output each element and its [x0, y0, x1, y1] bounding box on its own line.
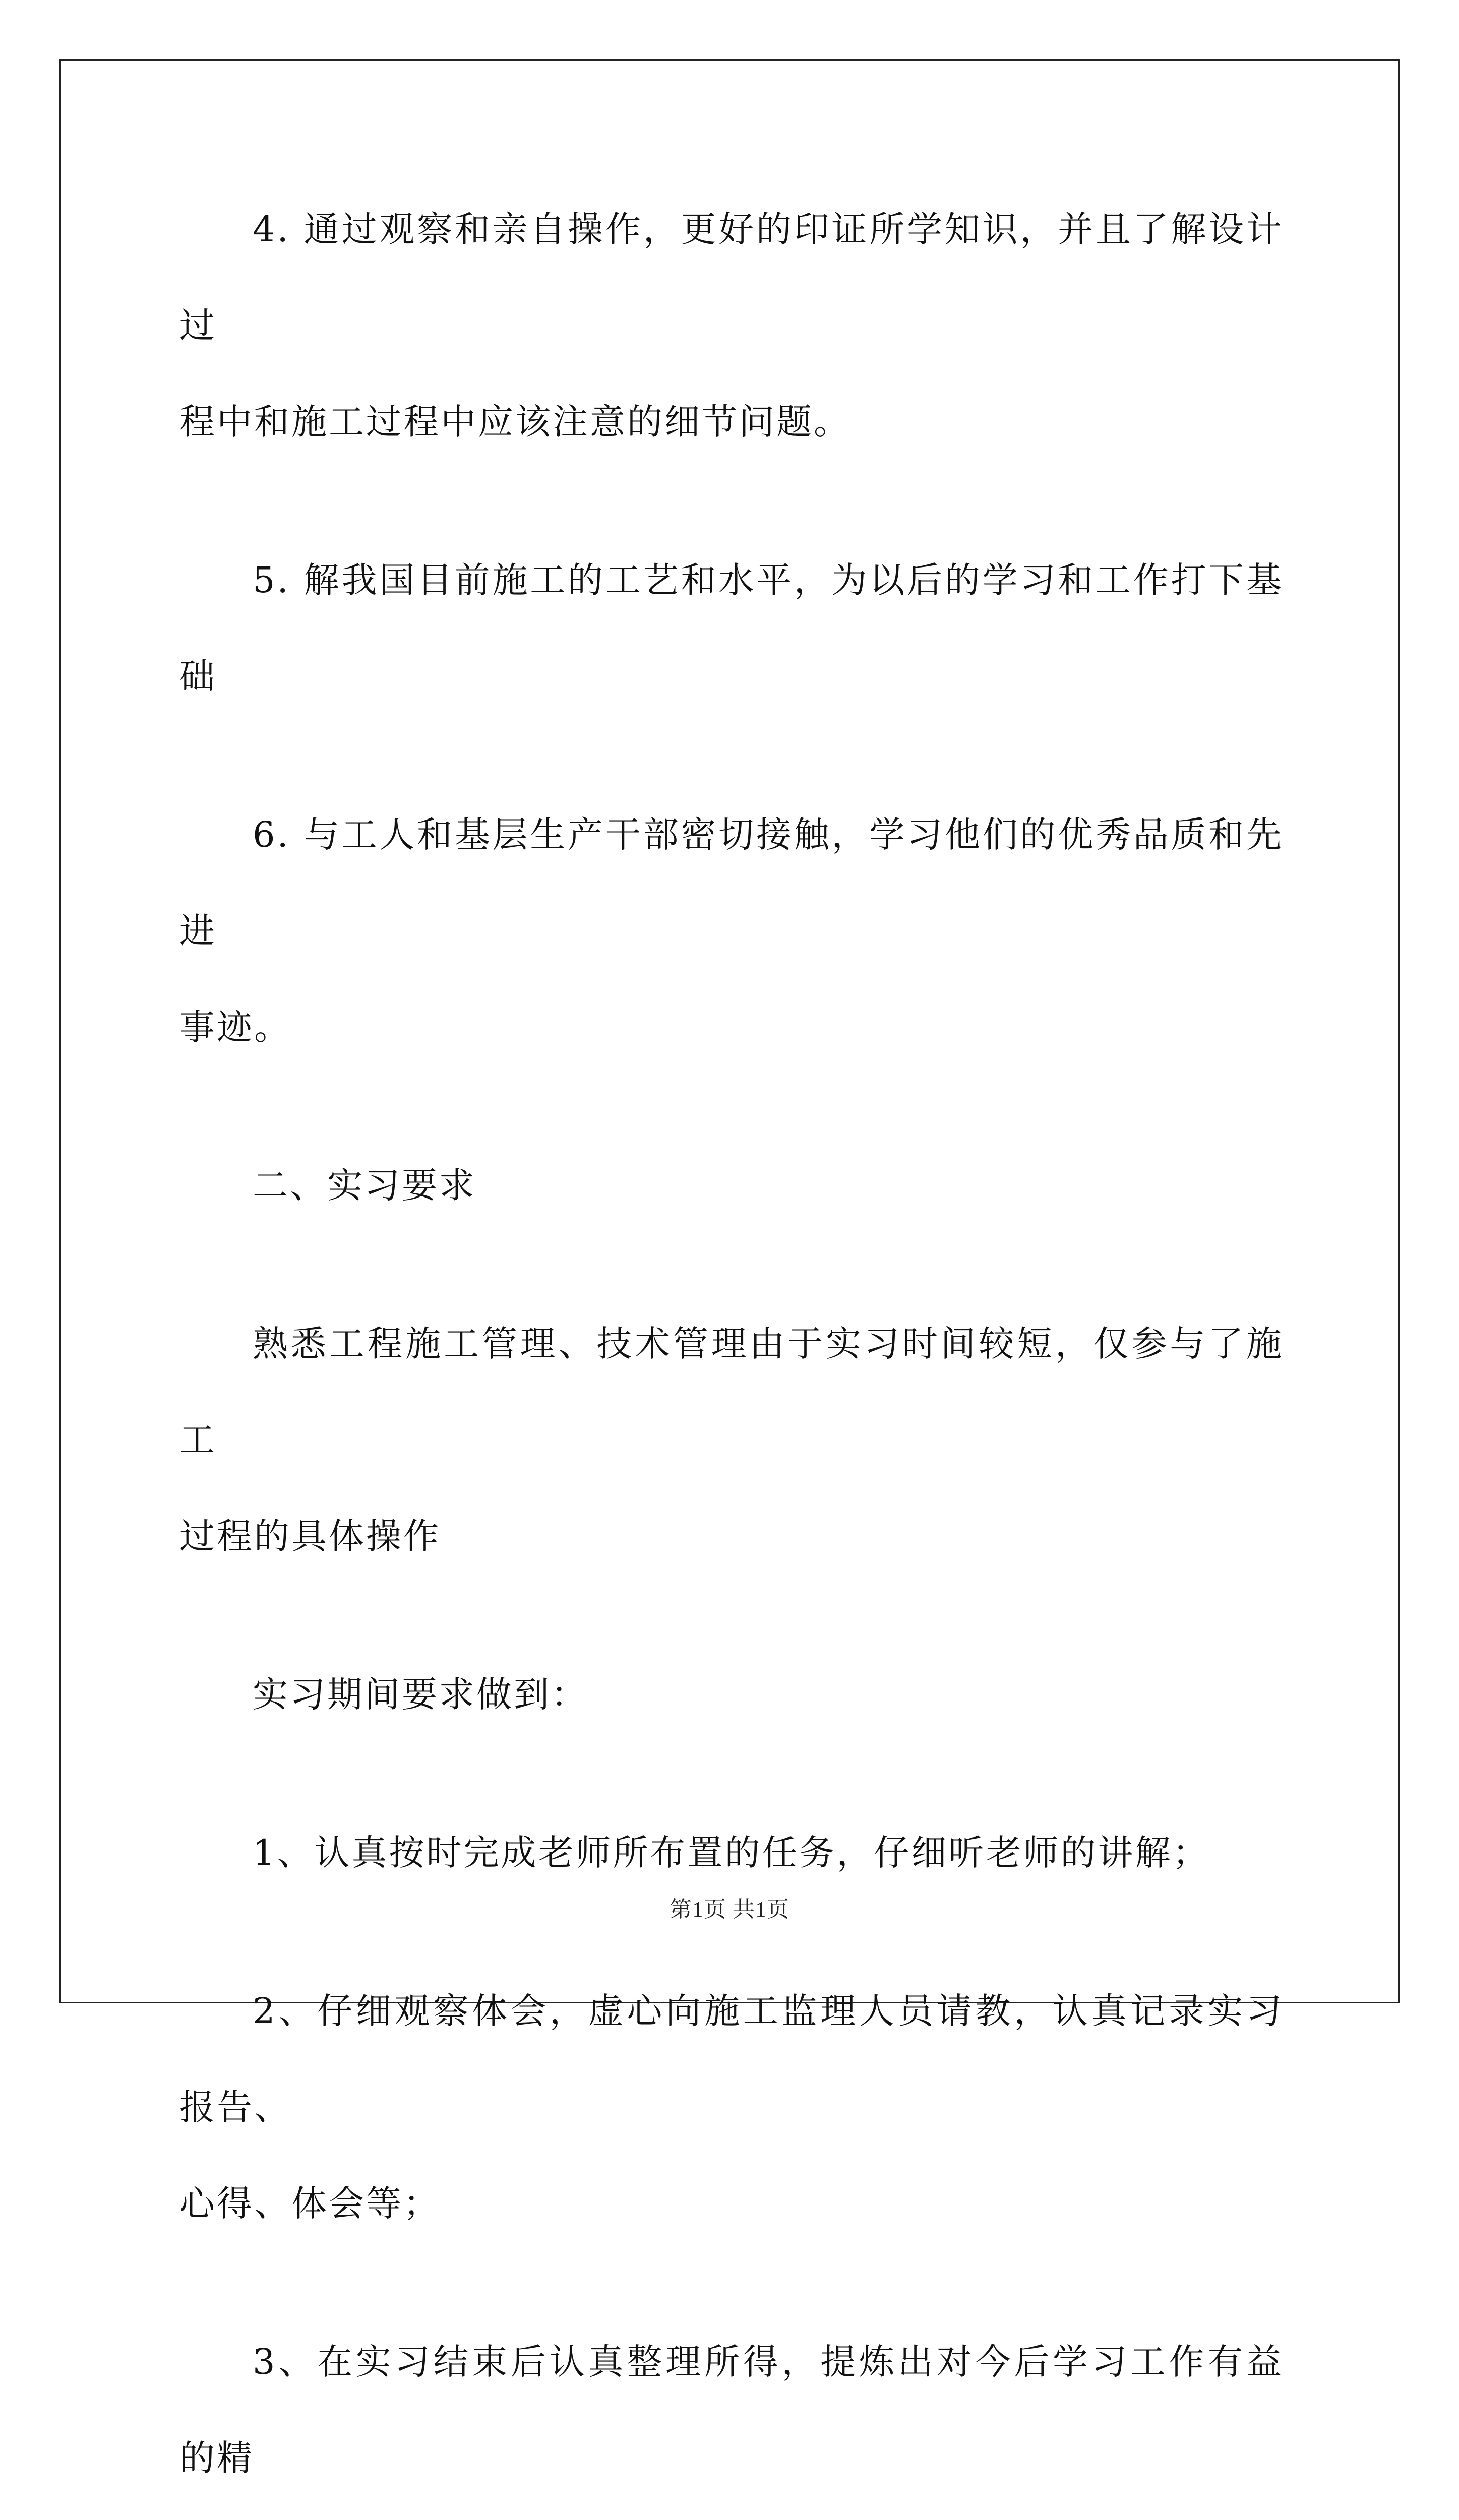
list-item	[179, 1963, 1284, 2252]
text-line: 6. 与工人和基层生产干部密切接触，学习他们的优秀品质和先进	[179, 814, 1284, 952]
text-line	[106, 2506, 1284, 2520]
text-line: 3、在实习结束后认真整理所得，提炼出对今后学习工作有益的精	[179, 2341, 1284, 2479]
text-line: 2、仔细观察体会，虚心向施工监理人员请教，认真记录实习报告、	[179, 1990, 1284, 2128]
list-item	[179, 2314, 1284, 2520]
text-line: 5. 解我国目前施工的工艺和水平，为以后的学习和工作打下基础	[179, 559, 1284, 697]
text-line: 4. 通过观察和亲自操作，更好的印证所学知识，并且了解设计过	[179, 209, 1284, 346]
text-line: 心得、体会等；	[179, 2183, 441, 2224]
paragraph	[179, 1296, 1284, 1585]
text-line: 程中和施工过程中应该注意的细节问题。	[179, 401, 851, 443]
paragraph	[179, 787, 1284, 1076]
text-line: 二、实习要求	[253, 1165, 476, 1206]
section-heading	[179, 1138, 1284, 1234]
page-footer: 第1页 共1页	[670, 1897, 789, 1922]
paragraph	[179, 532, 1284, 725]
paragraph	[179, 1647, 1284, 1743]
text-line: 1、认真按时完成老师所布置的任务，仔细听老师的讲解；	[253, 1832, 1210, 1873]
text-line: 实习期间要求做到：	[253, 1674, 588, 1715]
text-line: 事迹。	[179, 1006, 291, 1048]
document-body	[179, 181, 1284, 2520]
text-line: 过程的具体操作	[179, 1516, 441, 1557]
paragraph	[179, 181, 1284, 470]
text-line: 熟悉工程施工管理、技术管理由于实习时间较短，仅参与了施工	[179, 1323, 1284, 1461]
list-item	[179, 1805, 1284, 1901]
